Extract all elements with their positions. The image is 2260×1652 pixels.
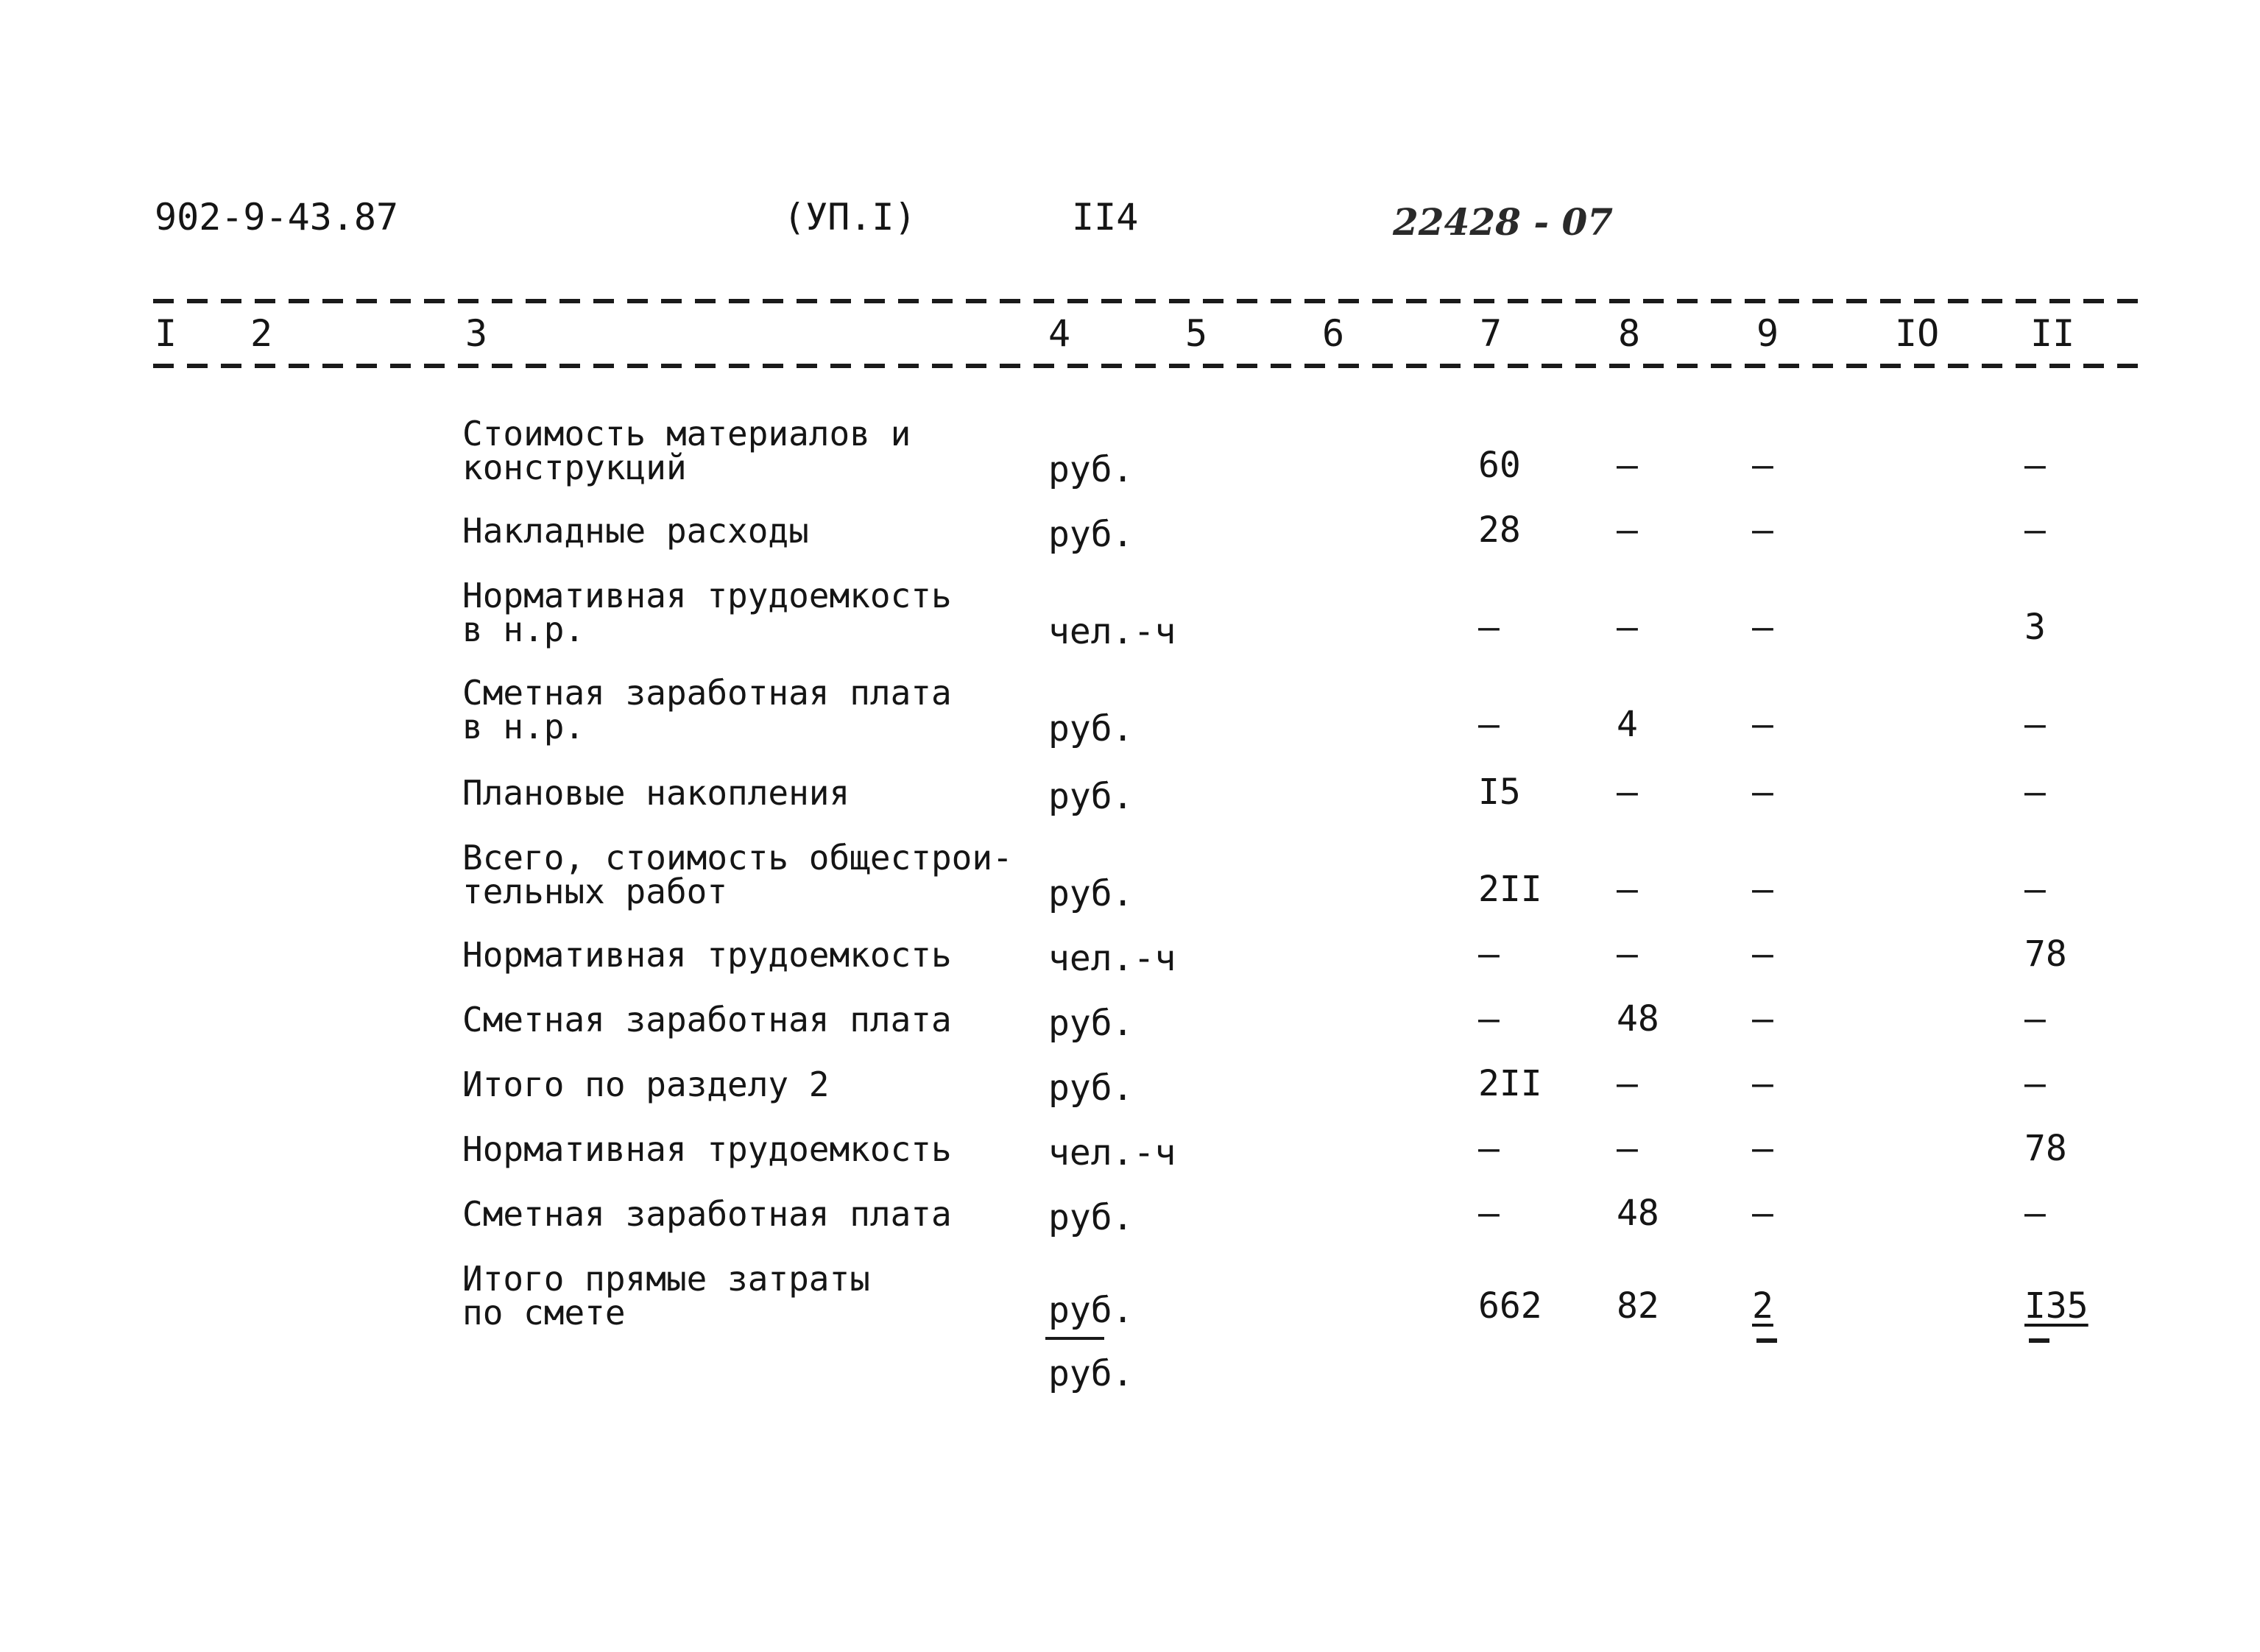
row-unit: руб. bbox=[1048, 873, 1134, 914]
album-number: (УП.I) bbox=[783, 196, 917, 239]
row-value-col9: – bbox=[1752, 869, 1773, 910]
row-unit: чел.-ч bbox=[1048, 611, 1176, 652]
row-value-col11: I35 bbox=[2024, 1285, 2088, 1327]
column-number-10: IO bbox=[1895, 312, 1940, 355]
row-value-col11: – bbox=[2024, 998, 2046, 1039]
row-value-col7: 60 bbox=[1478, 445, 1521, 486]
row-unit: чел.-ч bbox=[1048, 1132, 1176, 1173]
row-unit: руб. bbox=[1048, 1290, 1134, 1331]
row-label: Сметная заработная плата bbox=[462, 1000, 952, 1039]
row-value-col9: – bbox=[1752, 607, 1773, 648]
row-value-col11: – bbox=[2024, 509, 2046, 551]
row-label: Плановые накопления bbox=[462, 773, 850, 813]
row-value-col8: – bbox=[1617, 869, 1638, 910]
row-label: Сметная заработная плата в н.р. bbox=[462, 673, 952, 746]
total-mark-col11 bbox=[2029, 1338, 2049, 1343]
total-mark-col9 bbox=[1756, 1338, 1777, 1343]
row-value-col7: – bbox=[1478, 607, 1500, 648]
row-value-col11: 3 bbox=[2024, 607, 2046, 648]
row-value-col11: – bbox=[2024, 869, 2046, 910]
row-label: Нормативная трудоемкость в н.р. bbox=[462, 576, 952, 649]
row-value-col8: 48 bbox=[1617, 1193, 1659, 1234]
row-label: Нормативная трудоемкость bbox=[462, 1129, 952, 1169]
footer-unit: руб. bbox=[1048, 1353, 1134, 1394]
handwritten-stamp: 22428 - 07 bbox=[1393, 200, 1614, 244]
row-value-col9: – bbox=[1752, 1193, 1773, 1234]
row-value-col9: – bbox=[1752, 933, 1773, 975]
column-number-1: I bbox=[155, 312, 177, 355]
row-label: Итого прямые затраты по смете bbox=[462, 1259, 870, 1332]
row-value-col9: – bbox=[1752, 445, 1773, 486]
column-number-8: 8 bbox=[1618, 312, 1641, 355]
row-value-col8: 82 bbox=[1617, 1285, 1659, 1327]
row-value-col7: – bbox=[1478, 1128, 1500, 1169]
unit-fraction-rule bbox=[1045, 1337, 1104, 1340]
row-value-col11: 78 bbox=[2024, 1128, 2067, 1169]
row-value-col8: – bbox=[1617, 1128, 1638, 1169]
row-value-col7: – bbox=[1478, 933, 1500, 975]
row-unit: руб. bbox=[1048, 449, 1134, 490]
column-number-5: 5 bbox=[1185, 312, 1208, 355]
row-value-col9: – bbox=[1752, 998, 1773, 1039]
column-number-4: 4 bbox=[1048, 312, 1071, 355]
column-number-7: 7 bbox=[1480, 312, 1502, 355]
row-value-col8: – bbox=[1617, 607, 1638, 648]
row-value-col7: 2II bbox=[1478, 869, 1542, 910]
row-value-col7: – bbox=[1478, 704, 1500, 745]
column-number-2: 2 bbox=[250, 312, 273, 355]
row-value-col11: – bbox=[2024, 704, 2046, 745]
row-label: Сметная заработная плата bbox=[462, 1194, 952, 1234]
row-unit: руб. bbox=[1048, 708, 1134, 749]
row-unit: чел.-ч bbox=[1048, 938, 1176, 979]
row-value-col9: – bbox=[1752, 1063, 1773, 1104]
row-value-col7: 28 bbox=[1478, 509, 1521, 551]
row-value-col8: – bbox=[1617, 772, 1638, 813]
row-value-col7: – bbox=[1478, 1193, 1500, 1234]
row-value-col8: – bbox=[1617, 1063, 1638, 1104]
row-value-col11: 78 bbox=[2024, 933, 2067, 975]
row-label: Всего, стоимость общестрои- тельных работ bbox=[462, 838, 1013, 911]
row-unit: руб. bbox=[1048, 1003, 1134, 1044]
row-value-col11: – bbox=[2024, 1063, 2046, 1104]
row-value-col8: – bbox=[1617, 509, 1638, 551]
column-number-11: II bbox=[2030, 312, 2075, 355]
row-value-col9: – bbox=[1752, 509, 1773, 551]
row-unit: руб. bbox=[1048, 1197, 1134, 1238]
column-number-9: 9 bbox=[1756, 312, 1779, 355]
row-value-col7: I5 bbox=[1478, 772, 1521, 813]
row-label: Стоимость материалов и конструкций bbox=[462, 414, 911, 487]
row-value-col9: – bbox=[1752, 772, 1773, 813]
row-value-col9: – bbox=[1752, 1128, 1773, 1169]
row-value-col11: – bbox=[2024, 1193, 2046, 1234]
row-label: Накладные расходы bbox=[462, 511, 809, 551]
row-value-col8: 48 bbox=[1617, 998, 1659, 1039]
row-unit: руб. bbox=[1048, 514, 1134, 555]
row-value-col7: – bbox=[1478, 998, 1500, 1039]
row-label: Итого по разделу 2 bbox=[462, 1065, 830, 1104]
column-number-6: 6 bbox=[1322, 312, 1345, 355]
row-value-col9: 2 bbox=[1752, 1285, 1773, 1327]
page-number: II4 bbox=[1072, 196, 1139, 239]
row-value-col8: 4 bbox=[1617, 704, 1638, 745]
row-value-col8: – bbox=[1617, 933, 1638, 975]
row-label: Нормативная трудоемкость bbox=[462, 935, 952, 975]
row-value-col7: 2II bbox=[1478, 1063, 1542, 1104]
header-rule-top bbox=[153, 299, 2141, 303]
row-value-col11: – bbox=[2024, 445, 2046, 486]
document-code: 902-9-43.87 bbox=[155, 196, 399, 239]
header-rule-bottom bbox=[153, 364, 2141, 368]
row-value-col7: 662 bbox=[1478, 1285, 1542, 1327]
row-value-col8: – bbox=[1617, 445, 1638, 486]
row-value-col11: – bbox=[2024, 772, 2046, 813]
row-value-col9: – bbox=[1752, 704, 1773, 745]
row-unit: руб. bbox=[1048, 1067, 1134, 1109]
row-unit: руб. bbox=[1048, 776, 1134, 817]
column-number-3: 3 bbox=[465, 312, 488, 355]
